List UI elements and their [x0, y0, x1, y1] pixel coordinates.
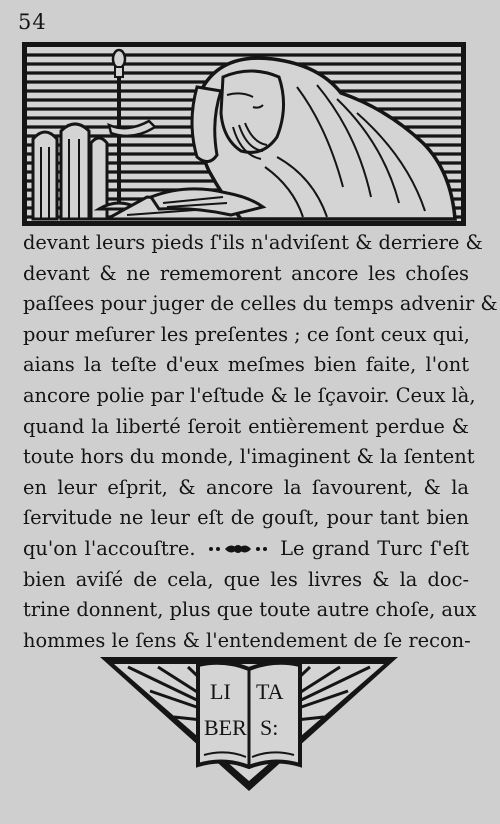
fleuron-ornament-icon [207, 535, 269, 566]
text-line: trine donnent, plus que toute autre choſe, aux [23, 598, 477, 622]
text-line: ſervitude ne leur eſt de gouſt, pour tant bien [23, 506, 469, 530]
text-segment: qu'on l'accouſtre. [23, 536, 196, 560]
open-book-icon [98, 655, 400, 793]
text-line: devant & ne rememorent ancore les choſes [23, 261, 469, 285]
book-right-word-2: S: [260, 715, 279, 740]
text-line: toute hors du monde, l'imaginent & la ſentent [23, 445, 475, 469]
text-line: en leur eſprit, & ancore la ſavourent, & la [23, 475, 469, 499]
book-right-word-1: TA [256, 679, 284, 704]
woodcut-scene [27, 47, 461, 221]
text-line: ancore polie par l'eſtude & le ſçavoir. Ceux là, [23, 383, 476, 407]
text-line: paſſees pour juger de celles du temps advenir & [23, 292, 498, 316]
text-segment: Le grand Turc ſ'eſt [280, 536, 469, 560]
text-line: aians la teſte d'eux meſmes bien faite, l'ont [23, 353, 469, 377]
book-left-word-2: BER [204, 715, 247, 740]
text-line: quand la liberté ſeroit entièrement perdue & [23, 414, 469, 438]
text-line: devant leurs pieds ſ'ils n'adviſent & derriere & [23, 231, 483, 254]
books-icon [33, 124, 107, 219]
text-line-with-fleuron [23, 534, 469, 565]
book-left-word-1: LI [210, 679, 231, 704]
text-line: pour meſurer les preſentes ; ce ſont ceux qui, [23, 322, 470, 346]
woodcut-illustration [22, 42, 466, 226]
tailpiece-ornament [98, 655, 400, 793]
text-line: bien aviſé de cela, que les livres & la doc- [23, 567, 469, 591]
body-text [23, 228, 498, 656]
page-number: 54 [18, 10, 47, 34]
text-line: hommes le ſens & l'entendement de ſe recon- [23, 628, 471, 652]
